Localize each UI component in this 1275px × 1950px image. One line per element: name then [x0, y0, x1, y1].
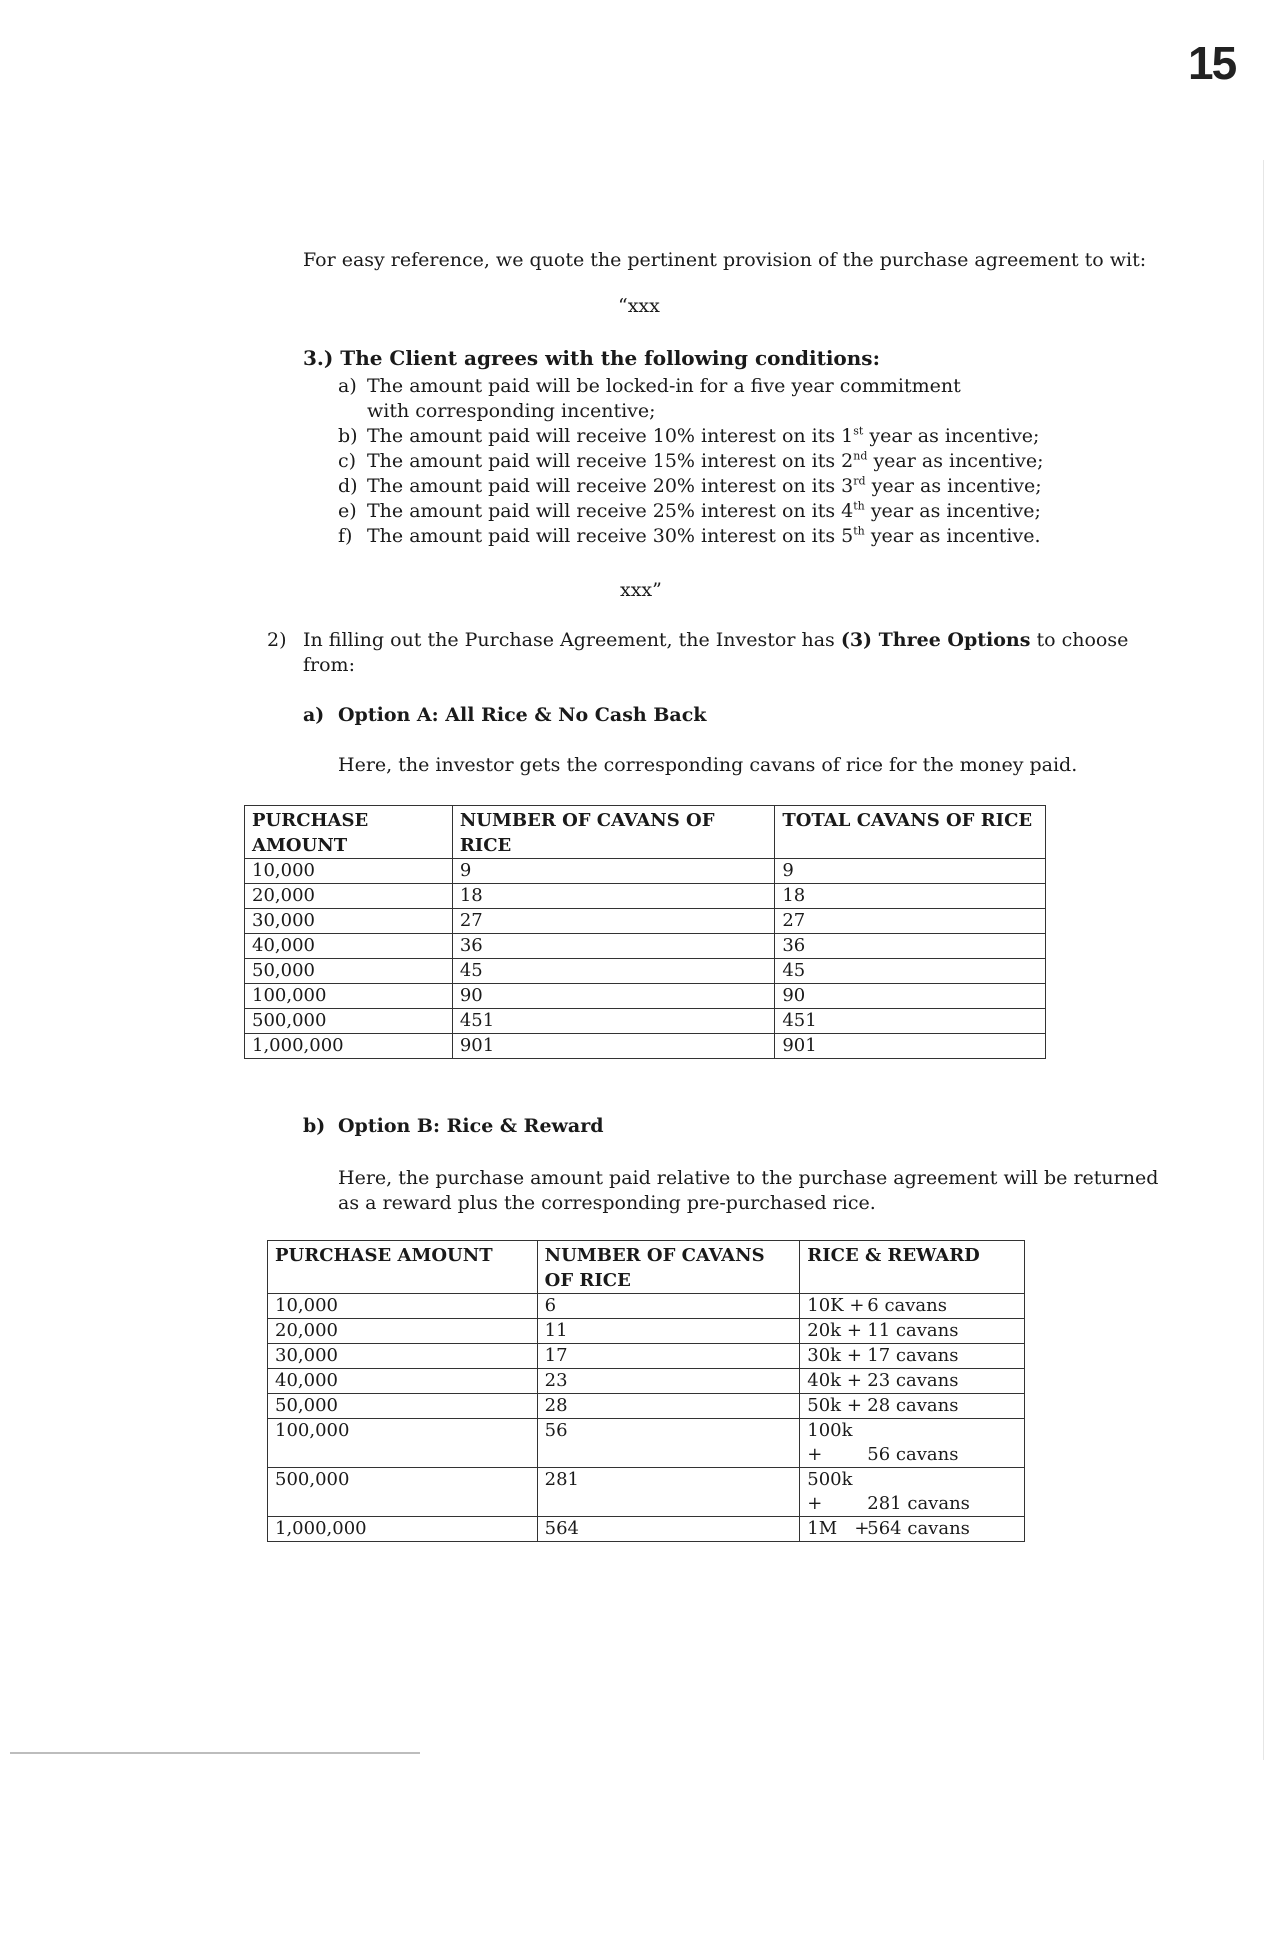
table-cell: 9 [775, 859, 1046, 884]
table-row [268, 1369, 1025, 1394]
table-cell [800, 1369, 1025, 1394]
table-cell [800, 1394, 1025, 1419]
table-row [268, 1468, 1025, 1517]
scan-bottom-line [10, 1752, 420, 1754]
table-row [245, 934, 1046, 959]
intro-paragraph: For easy reference, we quote the pertinent provision of the purchase agreement to wit: [303, 249, 1147, 271]
table-header-row [268, 1241, 1025, 1294]
table-cell: 50,000 [245, 959, 453, 984]
provision-item-a-cont: with corresponding incentive; [367, 400, 656, 422]
table-cell [800, 1294, 1025, 1319]
table-cell: 90 [452, 984, 775, 1009]
table-row [245, 1009, 1046, 1034]
provision-item-f: The amount paid will receive 30% interest on its 5th year as incentive. [367, 524, 1041, 547]
table-row [268, 1294, 1025, 1319]
reward-amount: 500k + [807, 1469, 853, 1514]
provision-item-c: The amount paid will receive 15% interest on its 2nd year as incentive; [367, 449, 1044, 472]
table-cell: 30,000 [268, 1344, 538, 1369]
reward-cavans: 11 cavans [867, 1320, 959, 1341]
table-cell: 100,000 [268, 1419, 538, 1468]
reward-amount: 1M + [807, 1518, 870, 1539]
option-a-title: Option A: All Rice & No Cash Back [338, 704, 707, 726]
reward-amount: 40k + [807, 1370, 862, 1391]
provision-item-letter: f) [338, 525, 353, 547]
table-row [245, 859, 1046, 884]
table-cell [800, 1517, 1025, 1542]
table-cell [800, 1419, 1025, 1468]
option-a-letter: a) [303, 704, 325, 726]
table-header: TOTAL CAVANS OF RICE [775, 806, 1046, 859]
table-row [268, 1517, 1025, 1542]
provision-item-letter: d) [338, 475, 358, 497]
table-cell: 27 [452, 909, 775, 934]
table-cell: 564 [537, 1517, 800, 1542]
table-row [245, 884, 1046, 909]
option-a-description: Here, the investor gets the corresponding cavans of rice for the money paid. [338, 754, 1078, 776]
provision-item-letter: a) [338, 375, 357, 397]
reward-cavans: 17 cavans [867, 1345, 959, 1366]
table-cell: 1,000,000 [245, 1034, 453, 1059]
table-cell: 451 [775, 1009, 1046, 1034]
reward-amount: 50k + [807, 1395, 862, 1416]
provision-item-letter: e) [338, 500, 357, 522]
table-row [245, 1034, 1046, 1059]
table-cell: 6 [537, 1294, 800, 1319]
quote-open: “xxx [618, 295, 660, 317]
table-cell: 11 [537, 1319, 800, 1344]
table-cell: 20,000 [268, 1319, 538, 1344]
table-cell: 10,000 [268, 1294, 538, 1319]
provision-item-b: The amount paid will receive 10% interest on its 1st year as incentive; [367, 424, 1040, 447]
table-cell [800, 1344, 1025, 1369]
table-cell: 18 [452, 884, 775, 909]
options-number: 2) [267, 629, 287, 651]
table-cell: 281 [537, 1468, 800, 1517]
table-row [245, 959, 1046, 984]
scan-edge-line [1263, 160, 1264, 1760]
table-cell: 23 [537, 1369, 800, 1394]
table-cell: 18 [775, 884, 1046, 909]
table-cell: 45 [775, 959, 1046, 984]
table-cell: 20,000 [245, 884, 453, 909]
table-header: PURCHASE AMOUNT [245, 806, 453, 859]
table-cell: 901 [452, 1034, 775, 1059]
table-cell: 90 [775, 984, 1046, 1009]
table-cell: 500,000 [268, 1468, 538, 1517]
table-cell: 9 [452, 859, 775, 884]
table-header: PURCHASE AMOUNT [268, 1241, 538, 1294]
reward-amount: 20k + [807, 1320, 862, 1341]
table-cell: 50,000 [268, 1394, 538, 1419]
reward-cavans: 23 cavans [867, 1370, 959, 1391]
page-number: 15 [1188, 37, 1236, 89]
options-paragraph-cont: from: [303, 654, 355, 676]
table-row [245, 984, 1046, 1009]
table-cell [800, 1468, 1025, 1517]
table-cell: 1,000,000 [268, 1517, 538, 1542]
reward-amount: 30k + [807, 1345, 862, 1366]
option-a-table [244, 805, 1046, 1059]
table-row [268, 1319, 1025, 1344]
provision-item-a: The amount paid will be locked-in for a five year commitment [367, 375, 961, 397]
provision-item-letter: c) [338, 450, 357, 472]
table-cell: 36 [452, 934, 775, 959]
provision-item-letter: b) [338, 425, 358, 447]
table-header: RICE & REWARD [800, 1241, 1025, 1294]
table-cell: 500,000 [245, 1009, 453, 1034]
table-cell: 36 [775, 934, 1046, 959]
reward-cavans: 281 cavans [867, 1493, 970, 1514]
reward-cavans: 28 cavans [867, 1395, 959, 1416]
table-cell: 30,000 [245, 909, 453, 934]
table-header-row [245, 806, 1046, 859]
reward-cavans: 56 cavans [867, 1444, 959, 1465]
table-header: NUMBER OF CAVANS OF RICE [537, 1241, 800, 1294]
table-cell: 100,000 [245, 984, 453, 1009]
table-row [245, 909, 1046, 934]
option-b-title: Option B: Rice & Reward [338, 1115, 604, 1137]
option-b-description-cont: as a reward plus the corresponding pre-purchased rice. [338, 1192, 876, 1214]
table-cell: 40,000 [245, 934, 453, 959]
options-paragraph: In filling out the Purchase Agreement, the Investor has (3) Three Options to choose [303, 629, 1129, 651]
table-row [268, 1394, 1025, 1419]
table-cell: 28 [537, 1394, 800, 1419]
provision-item-d: The amount paid will receive 20% interest on its 3rd year as incentive; [367, 474, 1042, 497]
option-b-table [267, 1240, 1025, 1542]
table-cell: 56 [537, 1419, 800, 1468]
table-row [268, 1344, 1025, 1369]
option-b-description: Here, the purchase amount paid relative to the purchase agreement will be returned [338, 1167, 1159, 1189]
option-b-letter: b) [303, 1115, 326, 1137]
table-cell: 40,000 [268, 1369, 538, 1394]
table-cell: 45 [452, 959, 775, 984]
table-cell: 901 [775, 1034, 1046, 1059]
provision-heading: 3.) The Client agrees with the following conditions: [303, 346, 880, 370]
table-cell: 17 [537, 1344, 800, 1369]
reward-amount: 10K + [807, 1295, 865, 1316]
reward-cavans: 6 cavans [867, 1295, 947, 1316]
table-cell: 10,000 [245, 859, 453, 884]
table-cell: 27 [775, 909, 1046, 934]
table-row [268, 1419, 1025, 1468]
table-cell [800, 1319, 1025, 1344]
reward-cavans: 564 cavans [867, 1518, 970, 1539]
table-header: NUMBER OF CAVANS OF RICE [452, 806, 775, 859]
reward-amount: 100k + [807, 1420, 853, 1465]
provision-item-e: The amount paid will receive 25% interest on its 4th year as incentive; [367, 499, 1041, 522]
quote-close: xxx” [620, 579, 662, 601]
table-cell: 451 [452, 1009, 775, 1034]
